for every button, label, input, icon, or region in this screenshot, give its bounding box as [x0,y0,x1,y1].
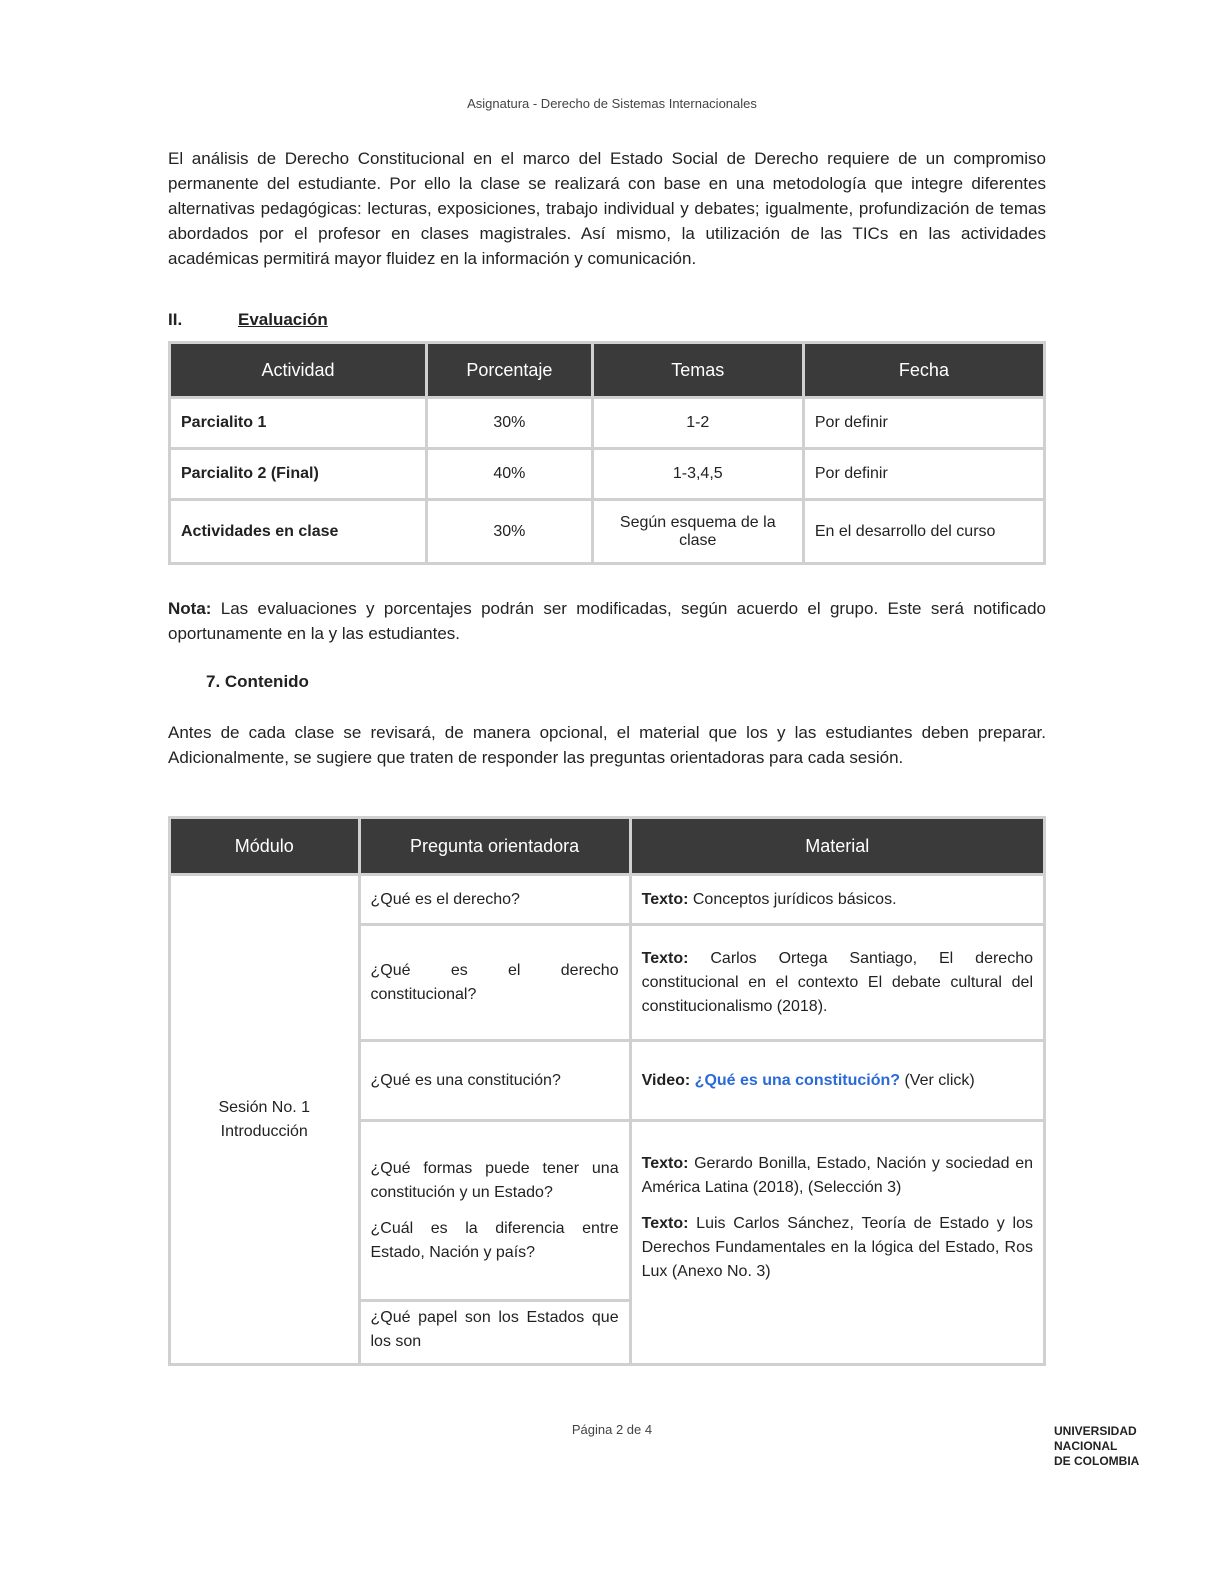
cell-porcentaje: 30% [427,500,593,564]
material-text: Carlos Ortega Santiago, El derecho constitucional en el contexto El debate cultural del constitucionalismo (2018). [641,949,1033,1015]
contenido-paragraph: Antes de cada clase se revisará, de manera opcional, el material que los y las estudiantes deben preparar. Adicionalmente, se sugiere que traten de responder las preguntas orientadoras para cada sesión. [168,723,1046,767]
cell-porcentaje: 40% [427,449,593,500]
question-cell: ¿Qué es el derecho? [359,875,630,925]
table-row [170,500,1045,564]
section-number: II. [168,310,183,329]
cell-actividad: Parcialito 1 [170,398,427,449]
material-cell [630,1121,1044,1365]
header-material: Material [630,818,1044,875]
cell-fecha: Por definir [803,398,1044,449]
session-title: Introducción [220,1122,308,1140]
cell-porcentaje: 30% [427,398,593,449]
question-cell: ¿Qué es una constitución? [359,1041,630,1121]
material-label: Texto: [641,1215,689,1232]
header-actividad: Actividad [170,343,427,398]
material-label: Texto: [641,890,689,908]
evaluation-heading [168,310,1046,330]
stamp-line: UNIVERSIDAD [1054,1424,1137,1438]
material-text: Gerardo Bonilla, Estado, Nación y sociedad en América Latina (2018), (Selección 3) [641,1155,1033,1196]
material-text: (Ver click) [900,1071,975,1089]
question-cell: ¿Qué papel son los Estados que los son [359,1301,630,1365]
note-paragraph [168,596,1046,646]
stamp-line: DE COLOMBIA [1054,1454,1140,1468]
video-link[interactable]: ¿Qué es una constitución? [694,1071,901,1089]
table-row [170,398,1045,449]
header-porcentaje: Porcentaje [427,343,593,398]
note-label: Nota: [168,599,212,618]
cell-temas: Según esquema de la clase [592,500,803,564]
session-cell [170,875,360,1365]
cell-temas: 1-2 [592,398,803,449]
cell-actividad: Actividades en clase [170,500,427,564]
page-footer: Página 2 de 4 [571,1422,653,1437]
cell-actividad: Parcialito 2 (Final) [170,449,427,500]
material-label: Texto: [641,949,689,967]
cell-fecha: Por definir [803,449,1044,500]
evaluation-table [168,341,1046,565]
contenido-heading: 7. Contenido [206,672,309,691]
table-row [170,875,1045,925]
material-cell [630,875,1044,925]
university-stamp [1054,1424,1158,1469]
material-label: Texto: [641,1155,689,1172]
session-number: Sesión No. 1 [218,1098,311,1116]
header-pregunta: Pregunta orientadora [359,818,630,875]
material-text: Luis Carlos Sánchez, Teoría de Estado y los Derechos Fundamentales en la lógica del Estado, Ros Lux (Anexo No. 3) [641,1215,1033,1280]
cell-fecha: En el desarrollo del curso [803,500,1044,564]
question-text: ¿Qué formas puede tener una constitución y un Estado? [370,1159,619,1201]
material-cell [630,925,1044,1041]
page-header: Asignatura - Derecho de Sistemas Internacionales [467,96,757,111]
material-label: Video: [641,1071,691,1089]
stamp-line: NACIONAL [1054,1439,1118,1453]
question-text: ¿Cuál es la diferencia entre Estado, Nación y país? [370,1219,619,1261]
question-cell: ¿Qué es el derecho constitucional? [359,925,630,1041]
note-text: Las evaluaciones y porcentajes podrán ser modificadas, según acuerdo el grupo. Este será notificado oportunamente en la y las estudiantes. [168,599,1046,643]
content-table [168,816,1046,1366]
section-title: Evaluación [238,310,328,329]
intro-paragraph: El análisis de Derecho Constitucional en el marco del Estado Social de Derecho requiere de un compromiso permanente del estudiante. Por ello la clase se realizará con base en una metodología que integre diferentes alternativas pedagógicas: lecturas, exposiciones, trabajo individual y debates; igualmente, profundización de temas abordados por el profesor en clases magistrales. Así mismo, la utilización de las TICs en las actividades académicas permitirá mayor fluidez en la información y comunicación. [168,149,1046,268]
material-text: Conceptos jurídicos básicos. [688,890,897,908]
question-cell [359,1121,630,1301]
header-modulo: Módulo [170,818,360,875]
material-cell [630,1041,1044,1121]
header-temas: Temas [592,343,803,398]
cell-temas: 1-3,4,5 [592,449,803,500]
table-row [170,449,1045,500]
header-fecha: Fecha [803,343,1044,398]
